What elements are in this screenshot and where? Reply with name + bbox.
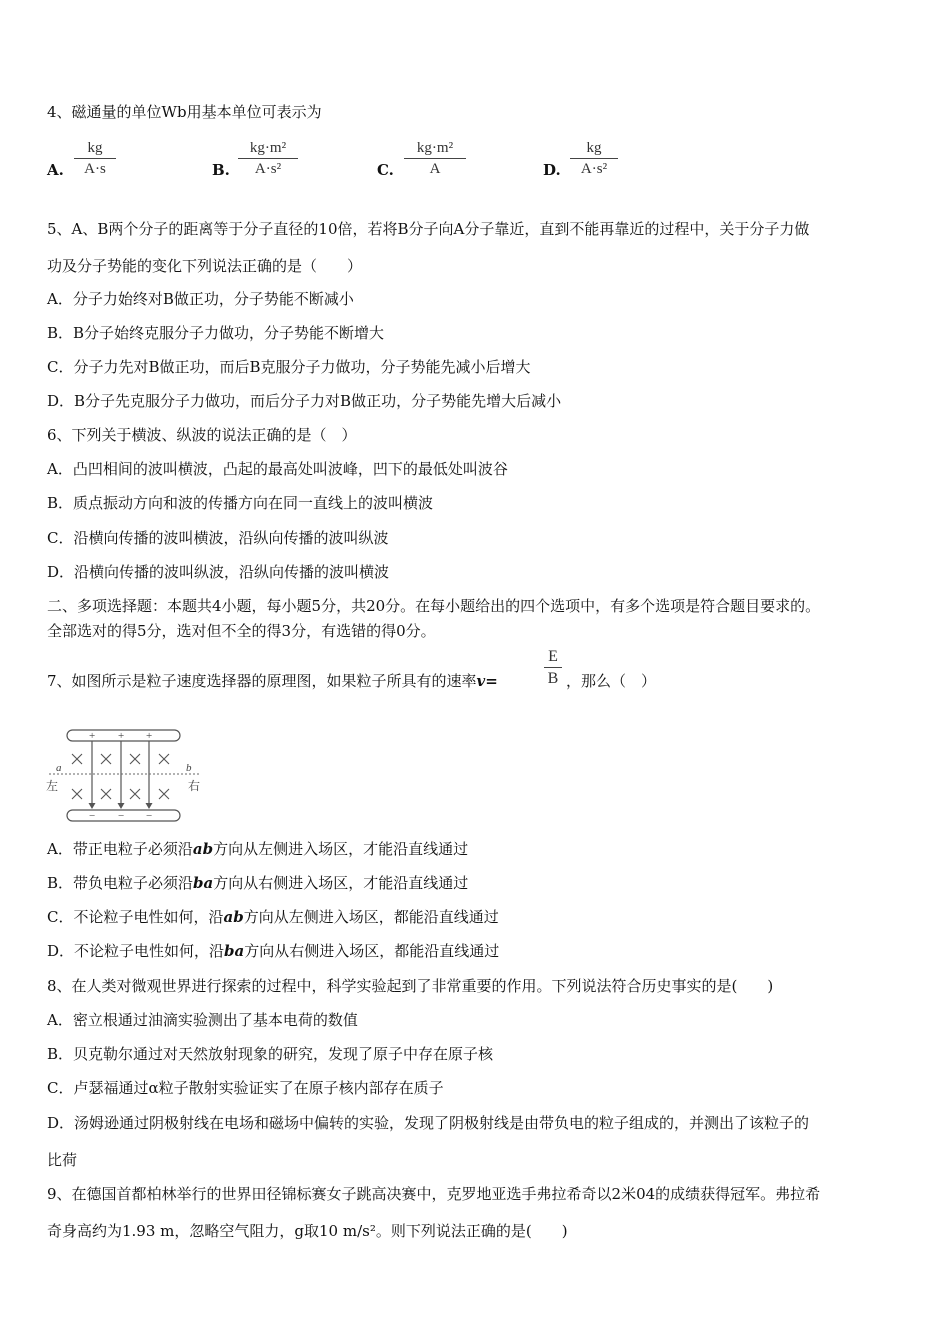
option-text: B．带负电粒子必须沿 bbox=[47, 874, 194, 892]
field-arrow bbox=[89, 803, 96, 809]
q4-option-c-label: C. bbox=[377, 161, 394, 179]
plus-sign: + bbox=[146, 730, 153, 742]
fraction-numerator: kg bbox=[570, 140, 618, 159]
fraction-numerator: kg bbox=[74, 140, 116, 159]
direction-var: ab bbox=[223, 908, 244, 926]
q6-stem: 6、下列关于横波、纵波的说法正确的是（ ） bbox=[47, 426, 357, 444]
magnetic-field-cross bbox=[101, 754, 111, 764]
q7-stem-pre: 7、如图所示是粒子速度选择器的原理图，如果粒子所具有的速率 bbox=[47, 672, 477, 690]
q4-option-b-label: B. bbox=[212, 161, 230, 179]
section2-line1: 二、多项选择题：本题共4小题，每小题5分，共20分。在每小题给出的四个选项中，有多个选项是符合题目要求的。 bbox=[47, 597, 821, 615]
option-text: 方向从右侧进入场区，都能沿直线通过 bbox=[244, 942, 500, 960]
direction-var: ba bbox=[193, 874, 214, 892]
fraction-denominator: A bbox=[429, 161, 441, 177]
q8-option-d-line2: 比荷 bbox=[47, 1151, 78, 1169]
option-text: A．带正电粒子必须沿 bbox=[47, 840, 193, 858]
minus-sign: − bbox=[89, 810, 96, 822]
fraction-denominator: B bbox=[547, 670, 559, 687]
magnetic-field-cross bbox=[101, 789, 111, 799]
magnetic-field-cross bbox=[159, 754, 169, 764]
minus-sign: − bbox=[118, 810, 125, 822]
q7-stem bbox=[47, 671, 498, 691]
q4-option-a-label: A. bbox=[47, 161, 64, 179]
q5-option-b: B．B分子始终克服分子力做功，分子势能不断增大 bbox=[47, 324, 385, 342]
q9-stem-line1: 9、在德国首都柏林举行的世界田径锦标赛女子跳高决赛中，克罗地亚选手弗拉希奇以2米04的成绩获得冠军。弗拉希 bbox=[47, 1185, 821, 1203]
q8-option-b: B．贝克勒尔通过对天然放射现象的研究，发现了原子中存在原子核 bbox=[47, 1045, 494, 1063]
q8-option-c: C．卢瑟福通过α粒子散射实验证实了在原子核内部存在质子 bbox=[47, 1079, 444, 1097]
field-arrow bbox=[118, 803, 125, 809]
q6-option-c: C．沿横向传播的波叫横波，沿纵向传播的波叫纵波 bbox=[47, 529, 389, 547]
option-text: 方向从右侧进入场区，才能沿直线通过 bbox=[213, 874, 469, 892]
q6-option-b: B．质点振动方向和波的传播方向在同一直线上的波叫横波 bbox=[47, 494, 434, 512]
direction-var: ba bbox=[224, 942, 245, 960]
direction-var: ab bbox=[192, 840, 214, 858]
fraction-denominator: A·s² bbox=[580, 161, 608, 177]
q4-option-c-fraction bbox=[404, 140, 466, 178]
fraction-denominator: A·s² bbox=[254, 161, 282, 177]
q6-option-a: A．凸凹相间的波叫横波，凸起的最高处叫波峰，凹下的最低处叫波谷 bbox=[47, 460, 508, 478]
plus-sign: + bbox=[118, 730, 125, 742]
label-left: 左 bbox=[46, 779, 59, 793]
velocity-selector-figure bbox=[45, 727, 205, 823]
q5-stem-line1: 5、A、B两个分子的距离等于分子直径的10倍，若将B分子向A分子靠近，直到不能再靠近的过程中，关于分子力做 bbox=[47, 220, 810, 238]
magnetic-field-cross bbox=[72, 789, 82, 799]
q6-option-d: D．沿横向传播的波叫纵波，沿纵向传播的波叫横波 bbox=[47, 563, 390, 581]
q7-stem-post: ，那么（ ） bbox=[566, 672, 657, 690]
q4-stem: 4、磁通量的单位Wb用基本单位可表示为 bbox=[47, 103, 322, 121]
q5-option-c: C．分子力先对B做正功，而后B克服分子力做功，分子势能先减小后增大 bbox=[47, 358, 531, 376]
q7-fraction bbox=[544, 648, 562, 688]
q7-velocity-symbol: v= bbox=[476, 672, 498, 690]
magnetic-field-cross bbox=[72, 754, 82, 764]
q4-option-a-fraction bbox=[74, 140, 116, 178]
option-text: D．不论粒子电性如何，沿 bbox=[47, 942, 225, 960]
label-a: a bbox=[56, 762, 62, 774]
q5-stem-line2: 功及分子势能的变化下列说法正确的是（ ） bbox=[47, 257, 363, 275]
q8-stem: 8、在人类对微观世界进行探索的过程中，科学实验起到了非常重要的作用。下列说法符合历史事实的是( ) bbox=[47, 977, 774, 995]
q4-option-d-label: D. bbox=[543, 161, 561, 179]
magnetic-field-cross bbox=[130, 789, 140, 799]
option-text: 方向从左侧进入场区，都能沿直线通过 bbox=[243, 908, 499, 926]
label-b: b bbox=[186, 762, 192, 774]
magnetic-field-cross bbox=[159, 789, 169, 799]
fraction-numerator: E bbox=[544, 648, 562, 668]
q4-option-d-fraction bbox=[570, 140, 618, 178]
fraction-numerator: kg·m² bbox=[238, 140, 298, 159]
plus-sign: + bbox=[89, 730, 96, 742]
q7-option-a bbox=[47, 839, 468, 859]
q7-option-d bbox=[47, 941, 499, 961]
q5-option-a: A．分子力始终对B做正功，分子势能不断减小 bbox=[47, 290, 354, 308]
q8-option-d-line1: D．汤姆逊通过阴极射线在电场和磁场中偏转的实验，发现了阴极射线是由带负电的粒子组成的，并测出了该粒子的 bbox=[47, 1114, 810, 1132]
option-text: 方向从左侧进入场区，才能沿直线通过 bbox=[213, 840, 469, 858]
q8-option-a: A．密立根通过油滴实验测出了基本电荷的数值 bbox=[47, 1011, 358, 1029]
fraction-denominator: A·s bbox=[84, 161, 106, 177]
option-text: C．不论粒子电性如何，沿 bbox=[47, 908, 224, 926]
q9-stem-line2: 奇身高约为1.93 m，忽略空气阻力，g取10 m/s²。则下列说法正确的是( ) bbox=[47, 1222, 568, 1240]
field-arrow bbox=[146, 803, 153, 809]
q7-option-b bbox=[47, 873, 468, 893]
q7-option-c bbox=[47, 907, 499, 927]
q5-option-d: D．B分子先克服分子力做功，而后分子力对B做正功，分子势能先增大后减小 bbox=[47, 392, 562, 410]
label-right: 右 bbox=[188, 779, 201, 793]
magnetic-field-cross bbox=[130, 754, 140, 764]
section2-line2: 全部选对的得5分，选对但不全的得3分，有选错的得0分。 bbox=[47, 622, 436, 640]
minus-sign: − bbox=[146, 810, 153, 822]
fraction-numerator: kg·m² bbox=[404, 140, 466, 159]
q4-option-b-fraction bbox=[238, 140, 298, 178]
